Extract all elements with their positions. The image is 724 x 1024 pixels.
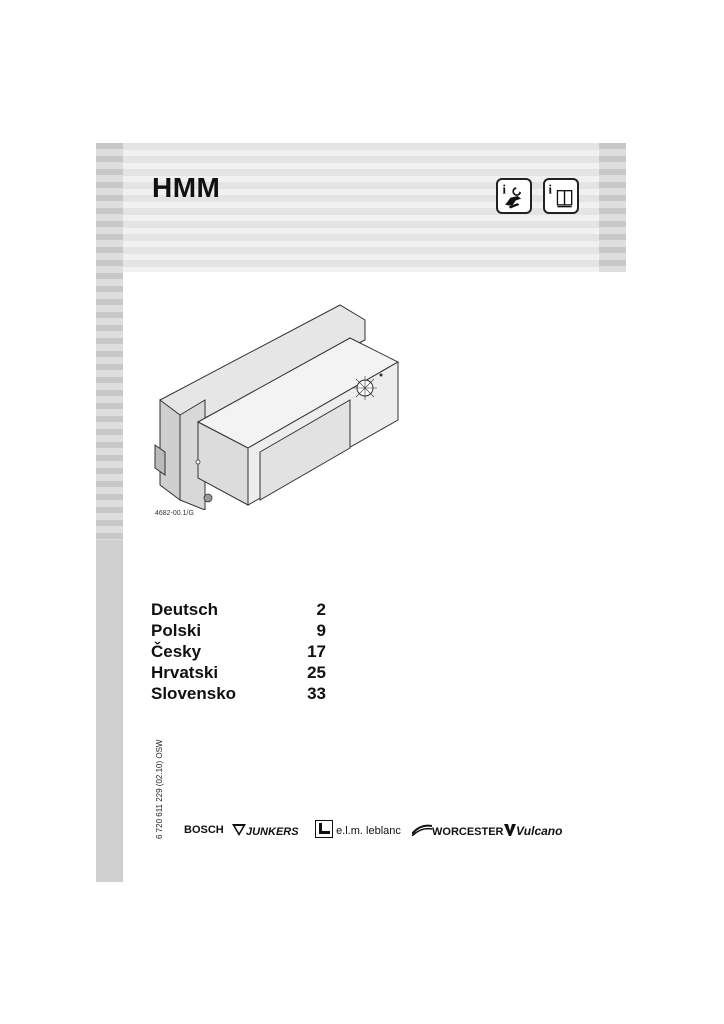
junkers-logo: JUNKERS (232, 824, 299, 838)
document-number: 6 720 611 229 (02.10) OSW (155, 739, 164, 839)
svg-text:i: i (502, 182, 506, 197)
language-name: Deutsch (151, 600, 219, 619)
language-name: Hrvatski (151, 663, 219, 682)
vulcano-logo: Vulcano (504, 824, 562, 838)
junkers-emblem-icon (232, 824, 246, 836)
worcester-logo: WORCESTER (412, 824, 504, 838)
language-page: 9 (316, 621, 326, 640)
language-page: 33 (307, 684, 326, 703)
right-stripe-band (599, 143, 626, 272)
language-row (151, 641, 326, 662)
brand-logo-row (184, 818, 584, 842)
left-grey-band (96, 540, 123, 882)
language-page: 2 (316, 600, 326, 619)
language-page: 17 (307, 642, 326, 661)
svg-text:i: i (548, 182, 553, 197)
language-index (151, 599, 326, 704)
user-manual-info-icon (543, 178, 579, 214)
installer-info-icon (496, 178, 532, 214)
figure-code: 4682-00.1/G (155, 510, 194, 517)
language-row (151, 662, 326, 683)
language-name: Česky (151, 642, 202, 661)
language-row (151, 683, 326, 704)
hmm-module-illustration (150, 300, 410, 510)
elm-leblanc-emblem-icon (315, 820, 333, 838)
vulcano-emblem-icon (504, 824, 516, 836)
language-page: 25 (307, 663, 326, 682)
bosch-logo: BOSCH (184, 824, 224, 836)
elm-leblanc-logo: e.l.m. leblanc (315, 820, 401, 838)
language-name: Polski (151, 621, 202, 640)
language-row (151, 599, 326, 620)
language-row (151, 620, 326, 641)
product-title: HMM (152, 172, 221, 203)
worcester-swoosh-icon (412, 824, 432, 836)
language-name: Slovensko (151, 684, 237, 703)
